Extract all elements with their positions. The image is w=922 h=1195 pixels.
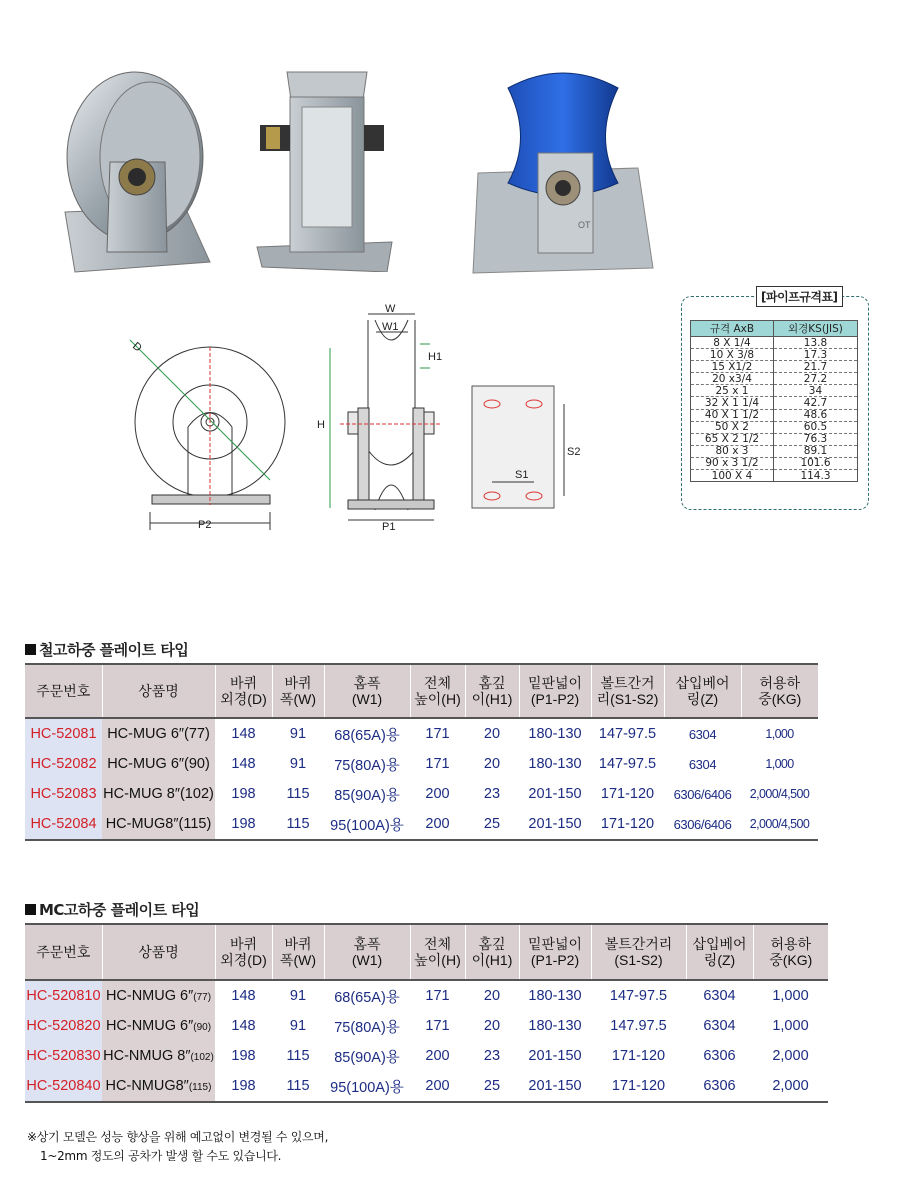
spec-cell: 91 <box>289 756 307 772</box>
square-bullet-icon <box>25 904 36 915</box>
pipe-spec-row <box>691 337 858 349</box>
column-header: 바퀴 폭(W) <box>272 924 324 980</box>
pipe-size-cell: 65 X 2 1/2 <box>691 433 774 445</box>
spec-cell: 1,000 <box>765 727 794 741</box>
pipe-od-cell: 101.6 <box>773 457 857 469</box>
spec-cell: 20 <box>483 726 501 742</box>
spec-cell: 198 <box>231 1078 256 1094</box>
spec-cell: 20 <box>483 988 501 1004</box>
order-number-cell: HC-520820 <box>25 1011 102 1041</box>
spec-cell: 147-97.5 <box>609 988 668 1004</box>
order-number-cell: HC-52083 <box>25 779 102 809</box>
column-header: 홈폭 (W1) <box>324 664 410 718</box>
pipe-size-cell: 8 X 1/4 <box>691 337 774 349</box>
column-header: 허용하 중(KG) <box>741 664 818 718</box>
order-number-cell: HC-52082 <box>25 749 102 779</box>
pipe-spec-row <box>691 349 858 361</box>
spec-cell: 147.97.5 <box>610 1018 667 1034</box>
product-name-cell: HC-MUG 8″(102) <box>102 779 215 809</box>
section2-table <box>25 923 828 1103</box>
product-name-cell: HC-NMUG8″(115) <box>102 1071 215 1102</box>
photo-caster-label: OT <box>578 220 591 230</box>
spec-cell: 85(90A)용 <box>334 787 400 804</box>
column-header: 볼트간거 리(S1-S2) <box>591 664 664 718</box>
spec-cell: 6304 <box>688 756 717 772</box>
column-header: 주문번호 <box>25 664 102 718</box>
column-header: 바퀴 폭(W) <box>272 664 324 718</box>
pipe-od-cell: 76.3 <box>773 433 857 445</box>
pipe-size-cell: 25 x 1 <box>691 385 774 397</box>
technical-drawing <box>120 300 600 540</box>
section1-table <box>25 663 818 841</box>
product-name-cell: HC-MUG 6″(90) <box>102 749 215 779</box>
spec-cell: 6304 <box>703 988 736 1004</box>
spec-cell: 171-120 <box>600 786 655 802</box>
pipe-spec-row <box>691 385 858 397</box>
spec-cell: 2,000/4,500 <box>749 817 810 831</box>
pipe-size-cell: 90 x 3 1/2 <box>691 457 774 469</box>
spec-cell: 148 <box>231 988 256 1004</box>
column-header: 삽입베어 링(Z) <box>686 924 753 980</box>
spec-cell: 180-130 <box>528 756 582 772</box>
pipe-size-cell: 80 x 3 <box>691 445 774 457</box>
table-row <box>25 718 818 749</box>
order-number-cell: HC-520830 <box>25 1041 102 1071</box>
spec-cell: 20 <box>483 1018 501 1034</box>
spec-cell: 1,000 <box>765 757 794 771</box>
column-header: 홈깊 이(H1) <box>465 664 519 718</box>
pipe-od-cell: 89.1 <box>773 445 857 457</box>
spec-cell: 201-150 <box>528 1078 582 1094</box>
spec-cell: 6304 <box>703 1018 736 1034</box>
spec-cell: 200 <box>425 1078 450 1094</box>
caster-photo-side <box>55 62 215 277</box>
spec-cell: 171 <box>425 726 450 742</box>
label-s2: S2 <box>567 446 581 458</box>
column-header: 홈폭 (W1) <box>324 924 410 980</box>
spec-cell: 1,000 <box>772 988 809 1004</box>
pipe-size-cell: 20 x3/4 <box>691 373 774 385</box>
pipe-spec-row <box>691 373 858 385</box>
column-header: 상품명 <box>102 924 215 980</box>
pipe-spec-header: 외경KS(JIS) <box>773 321 857 337</box>
column-header: 주문번호 <box>25 924 102 980</box>
table-row <box>25 1071 828 1102</box>
spec-cell: 198 <box>231 816 256 832</box>
pipe-spec-row <box>691 397 858 409</box>
pipe-od-cell: 114.3 <box>773 470 857 482</box>
spec-cell: 171-120 <box>600 816 655 832</box>
spec-cell: 91 <box>289 726 307 742</box>
spec-cell: 23 <box>483 786 501 802</box>
spec-cell: 115 <box>286 786 310 802</box>
spec-cell: 171 <box>425 988 450 1004</box>
spec-cell: 198 <box>231 1048 256 1064</box>
table-row <box>25 779 818 809</box>
order-number-cell: HC-520810 <box>25 980 102 1011</box>
spec-cell: 2,000/4,500 <box>749 787 810 801</box>
pipe-size-cell: 15 X1/2 <box>691 361 774 373</box>
pipe-od-cell: 27.2 <box>773 373 857 385</box>
spec-cell: 180-130 <box>528 988 582 1004</box>
square-bullet-icon <box>25 644 36 655</box>
column-header: 바퀴 외경(D) <box>215 924 272 980</box>
column-header: 상품명 <box>102 664 215 718</box>
label-d: D <box>130 340 144 355</box>
spec-cell: 95(100A)용 <box>330 1079 404 1096</box>
table-row <box>25 809 818 840</box>
spec-cell: 171-120 <box>611 1048 666 1064</box>
spec-cell: 6304 <box>688 726 717 742</box>
spec-cell: 6306/6406 <box>673 816 732 832</box>
front-view <box>330 314 443 520</box>
label-w: W <box>385 303 396 315</box>
spec-cell: 2,000 <box>772 1048 809 1064</box>
pipe-spec-header: 규격 AxB <box>691 321 774 337</box>
spec-cell: 200 <box>425 786 450 802</box>
spec-cell: 115 <box>286 1078 310 1094</box>
label-h1: H1 <box>428 351 443 363</box>
spec-cell: 25 <box>483 1078 501 1094</box>
spec-cell: 171-120 <box>611 1078 666 1094</box>
spec-cell: 148 <box>231 726 256 742</box>
pipe-size-cell: 32 X 1 1/4 <box>691 397 774 409</box>
spec-cell: 75(80A)용 <box>334 757 400 774</box>
spec-cell: 6306 <box>703 1048 736 1064</box>
pipe-spec-title: [파이프규격표] <box>756 286 843 307</box>
spec-cell: 201-150 <box>528 1048 582 1064</box>
spec-cell: 68(65A)용 <box>334 989 400 1006</box>
caster-photo-blue <box>468 68 658 278</box>
spec-cell: 180-130 <box>528 1018 582 1034</box>
pipe-spec-row <box>691 409 858 421</box>
product-name-cell: HC-MUG 6″(77) <box>102 718 215 749</box>
caster-photo-front <box>252 67 402 272</box>
spec-cell: 1,000 <box>772 1018 809 1034</box>
spec-cell: 148 <box>231 756 256 772</box>
spec-cell: 148 <box>231 1018 256 1034</box>
label-s1: S1 <box>515 469 529 481</box>
table-row <box>25 980 828 1011</box>
section2-title: MC고하중 플레이트 타입 <box>25 899 199 920</box>
spec-cell: 20 <box>483 756 501 772</box>
spec-cell: 201-150 <box>528 816 582 832</box>
spec-cell: 171 <box>425 756 450 772</box>
pipe-od-cell: 48.6 <box>773 409 857 421</box>
column-header: 밑판넓이 (P1-P2) <box>519 924 591 980</box>
product-name-cell: HC-MUG8″(115) <box>102 809 215 840</box>
spec-cell: 85(90A)용 <box>334 1049 400 1066</box>
table-row <box>25 1011 828 1041</box>
spec-cell: 200 <box>425 816 450 832</box>
pipe-spec-row <box>691 433 858 445</box>
label-w1: W1 <box>382 321 399 333</box>
column-header: 바퀴 외경(D) <box>215 664 272 718</box>
spec-cell: 115 <box>286 1048 310 1064</box>
pipe-od-cell: 21.7 <box>773 361 857 373</box>
spec-cell: 6306 <box>703 1078 736 1094</box>
spec-cell: 95(100A)용 <box>330 817 404 834</box>
pipe-od-cell: 34 <box>773 385 857 397</box>
spec-cell: 23 <box>483 1048 501 1064</box>
label-p2: P2 <box>198 519 212 531</box>
column-header: 홈깊 이(H1) <box>465 924 519 980</box>
pipe-size-cell: 40 X 1 1/2 <box>691 409 774 421</box>
label-h: H <box>317 419 325 431</box>
spec-cell: 200 <box>425 1048 450 1064</box>
column-header: 밑판넓이 (P1-P2) <box>519 664 591 718</box>
pipe-size-cell: 10 X 3/8 <box>691 349 774 361</box>
product-name-cell: HC-NMUG 6″(77) <box>102 980 215 1011</box>
spec-cell: 201-150 <box>528 786 582 802</box>
base-plate-view <box>472 386 564 508</box>
spec-cell: 198 <box>231 786 256 802</box>
order-number-cell: HC-52084 <box>25 809 102 840</box>
table-row <box>25 749 818 779</box>
pipe-od-cell: 42.7 <box>773 397 857 409</box>
pipe-spec-table <box>690 320 858 482</box>
pipe-spec-row <box>691 445 858 457</box>
label-p1: P1 <box>382 521 396 533</box>
note-line: 1~2mm 정도의 공차가 발생 할 수도 있습니다. <box>40 1149 282 1163</box>
spec-cell: 25 <box>483 816 501 832</box>
order-number-cell: HC-52081 <box>25 718 102 749</box>
pipe-size-cell: 50 X 2 <box>691 421 774 433</box>
spec-cell: 147-97.5 <box>598 756 657 772</box>
pipe-spec-row <box>691 361 858 373</box>
section1-title: 철고하중 플레이트 타입 <box>25 639 188 660</box>
pipe-size-cell: 100 X 4 <box>691 470 774 482</box>
product-name-cell: HC-NMUG 6″(90) <box>102 1011 215 1041</box>
note-line: ※상기 모델은 성능 향상을 위해 예고없이 변경될 수 있으며, <box>27 1130 329 1144</box>
spec-cell: 91 <box>289 1018 307 1034</box>
column-header: 전체 높이(H) <box>410 924 465 980</box>
side-view <box>130 340 285 530</box>
pipe-spec-row <box>691 457 858 469</box>
pipe-spec-row <box>691 470 858 482</box>
spec-cell: 171 <box>425 1018 450 1034</box>
pipe-od-cell: 17.3 <box>773 349 857 361</box>
product-name-cell: HC-NMUG 8″(102) <box>102 1041 215 1071</box>
spec-cell: 75(80A)용 <box>334 1019 400 1036</box>
spec-cell: 6306/6406 <box>673 786 732 802</box>
column-header: 볼트간거리 (S1-S2) <box>591 924 686 980</box>
column-header: 허용하 중(KG) <box>753 924 828 980</box>
spec-cell: 115 <box>286 816 310 832</box>
spec-cell: 180-130 <box>528 726 582 742</box>
pipe-od-cell: 60.5 <box>773 421 857 433</box>
spec-cell: 2,000 <box>772 1078 809 1094</box>
order-number-cell: HC-520840 <box>25 1071 102 1102</box>
pipe-od-cell: 13.8 <box>773 337 857 349</box>
table-row <box>25 1041 828 1071</box>
spec-cell: 68(65A)용 <box>334 727 400 744</box>
spec-cell: 147-97.5 <box>598 726 657 742</box>
column-header: 삽입베어 링(Z) <box>664 664 741 718</box>
spec-cell: 91 <box>289 988 307 1004</box>
column-header: 전체 높이(H) <box>410 664 465 718</box>
pipe-spec-row <box>691 421 858 433</box>
